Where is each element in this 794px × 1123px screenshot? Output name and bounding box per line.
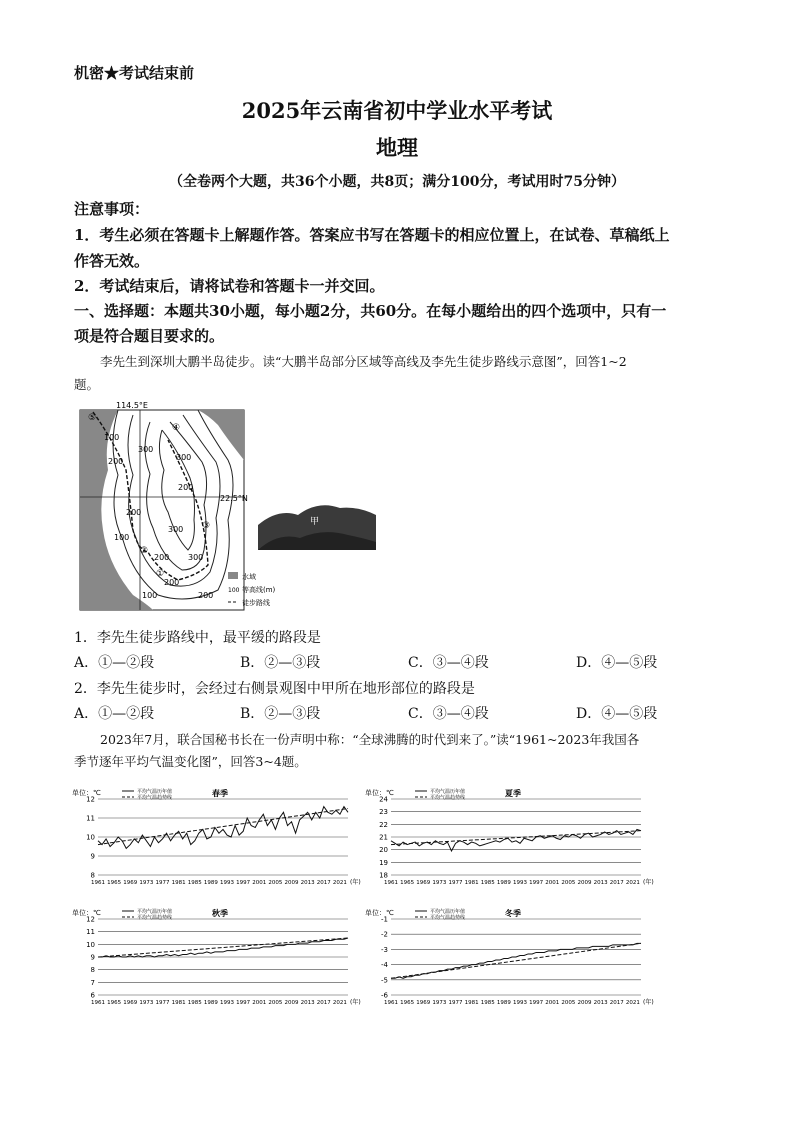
y-tick-label: 9 bbox=[90, 852, 95, 861]
point-3: ③ bbox=[202, 521, 211, 531]
legend-label: 平均气温历年值 bbox=[430, 909, 466, 915]
x-tick-label: 1981 bbox=[464, 1000, 479, 1006]
contour-label-11: 200 bbox=[164, 578, 180, 587]
contour-label-3: 300 bbox=[138, 445, 154, 454]
x-tick-label: 1977 bbox=[155, 1000, 170, 1006]
question-2-option-c[interactable]: C．③—④段 bbox=[408, 706, 489, 722]
contour-label-9: 200 bbox=[154, 553, 170, 562]
contour-label-1: 100 bbox=[104, 433, 120, 442]
y-tick-label: -4 bbox=[381, 961, 388, 970]
x-tick-label: 1989 bbox=[496, 1000, 511, 1006]
series-line-trend bbox=[391, 831, 641, 845]
x-tick-label: 2001 bbox=[545, 1000, 560, 1006]
chart-title: 春季 bbox=[212, 789, 228, 798]
x-tick-label: 2009 bbox=[577, 880, 592, 886]
x-axis-label: (年) bbox=[350, 879, 361, 886]
series-line-trend bbox=[98, 938, 348, 957]
y-tick-label: 10 bbox=[86, 940, 95, 949]
chart-title: 夏季 bbox=[505, 789, 521, 798]
x-tick-label: 1961 bbox=[384, 1000, 398, 1006]
question-2-option-a[interactable]: A．①—②段 bbox=[74, 706, 155, 722]
photo-label-jia: 甲 bbox=[310, 517, 320, 527]
series-line-trend bbox=[98, 809, 348, 845]
y-tick-label: 12 bbox=[86, 795, 95, 804]
x-tick-label: 2009 bbox=[284, 880, 299, 886]
note-item-1-line-2: 作答无效。 bbox=[74, 252, 150, 270]
unit-label: 单位：℃ bbox=[72, 909, 101, 917]
question-2-stem: 2．李先生徒步时，会经过右侧景观图中甲所在地形部位的路段是 bbox=[74, 681, 475, 697]
y-tick-label: 23 bbox=[379, 808, 388, 817]
y-tick-label: 24 bbox=[379, 795, 388, 804]
point-5: ⑤ bbox=[88, 413, 97, 423]
contour-label-7: 300 bbox=[168, 525, 184, 534]
x-tick-label: 1973 bbox=[432, 880, 447, 886]
contour-label-8: 300 bbox=[188, 553, 204, 562]
point-2: ② bbox=[140, 546, 149, 556]
x-tick-label: 1985 bbox=[187, 880, 202, 886]
legend-label: 平均气温趋势线 bbox=[430, 795, 466, 801]
autumn-chart bbox=[72, 905, 362, 1013]
x-tick-label: 1997 bbox=[529, 1000, 544, 1006]
x-tick-label: 1973 bbox=[139, 880, 154, 886]
question-1-option-a[interactable]: A．①—②段 bbox=[74, 655, 155, 671]
x-tick-label: 2001 bbox=[545, 880, 560, 886]
contour-label-10: 300 bbox=[176, 453, 192, 462]
question-1-option-b[interactable]: B．②—③段 bbox=[240, 655, 321, 671]
y-tick-label: 21 bbox=[379, 833, 388, 842]
x-tick-label: 2001 bbox=[252, 880, 267, 886]
x-tick-label: 1961 bbox=[91, 880, 105, 886]
legend-label: 平均气温趋势线 bbox=[430, 915, 466, 921]
x-tick-label: 1961 bbox=[91, 1000, 105, 1006]
y-tick-label: 11 bbox=[86, 928, 95, 937]
legend-label: 平均气温趋势线 bbox=[137, 915, 173, 921]
legend-label: 平均气温历年值 bbox=[137, 789, 173, 795]
y-tick-label: -1 bbox=[381, 915, 388, 924]
x-tick-label: 1989 bbox=[203, 880, 218, 886]
x-tick-label: 2021 bbox=[332, 1000, 347, 1006]
x-tick-label: 2005 bbox=[268, 880, 283, 886]
question-1-option-c[interactable]: C．③—④段 bbox=[408, 655, 489, 671]
passage-2-line-2: 季节逐年平均气温变化图”，回答3~4题。 bbox=[74, 754, 307, 769]
x-tick-label: 2013 bbox=[593, 1000, 608, 1006]
contour-label-12: 100 bbox=[142, 591, 158, 600]
x-tick-label: 1969 bbox=[123, 880, 138, 886]
confidential-label: 机密★考试结束前 bbox=[74, 64, 195, 82]
point-4: ④ bbox=[172, 423, 181, 433]
x-tick-label: 1969 bbox=[416, 1000, 431, 1006]
passage-1-line-1: 李先生到深圳大鹏半岛徒步。读“大鹏半岛部分区域等高线及李先生徒步路线示意图”，回答1~2 bbox=[100, 354, 627, 369]
question-1-stem: 1．李先生徒步路线中，最平缓的路段是 bbox=[74, 630, 321, 646]
y-tick-label: 22 bbox=[379, 820, 388, 829]
chart-title: 秋季 bbox=[212, 909, 228, 918]
y-tick-label: 20 bbox=[379, 846, 388, 855]
x-axis-label: (年) bbox=[350, 999, 361, 1006]
section-1-line-1: 一、选择题：本题共30小题，每小题2分，共60分。在每小题给出的四个选项中，只有一 bbox=[74, 302, 667, 320]
y-tick-label: 19 bbox=[379, 858, 388, 867]
y-tick-label: 18 bbox=[379, 871, 388, 880]
x-tick-label: 1965 bbox=[400, 1000, 415, 1006]
winter-chart bbox=[365, 905, 655, 1013]
x-tick-label: 1981 bbox=[171, 1000, 186, 1006]
contour-label-6: 200 bbox=[126, 508, 142, 517]
section-1-line-2: 项是符合题目要求的。 bbox=[74, 327, 225, 345]
x-tick-label: 1993 bbox=[513, 1000, 528, 1006]
unit-label: 单位：℃ bbox=[365, 909, 394, 917]
x-tick-label: 2005 bbox=[561, 880, 576, 886]
y-tick-label: 6 bbox=[90, 991, 95, 1000]
x-tick-label: 2021 bbox=[625, 1000, 640, 1006]
unit-label: 单位：℃ bbox=[72, 789, 101, 797]
x-tick-label: 1981 bbox=[171, 880, 186, 886]
x-tick-label: 1989 bbox=[203, 1000, 218, 1006]
x-tick-label: 1993 bbox=[220, 1000, 235, 1006]
x-tick-label: 1981 bbox=[464, 880, 479, 886]
question-2-option-b[interactable]: B．②—③段 bbox=[240, 706, 321, 722]
exam-subject: 地理 bbox=[376, 135, 418, 160]
x-tick-label: 1969 bbox=[416, 880, 431, 886]
y-tick-label: 8 bbox=[90, 871, 95, 880]
legend-contour-value: 100 bbox=[228, 587, 240, 594]
chart-title: 冬季 bbox=[505, 909, 521, 918]
note-item-1-line-1: 1．考生必须在答题卡上解题作答。答案应书写在答题卡的相应位置上，在试卷、草稿纸上 bbox=[74, 226, 670, 244]
y-tick-label: -5 bbox=[381, 976, 388, 985]
contour-label-13: 200 bbox=[198, 591, 214, 600]
x-tick-label: 2013 bbox=[593, 880, 608, 886]
contour-label-5: 100 bbox=[114, 533, 130, 542]
x-tick-label: 1969 bbox=[123, 1000, 138, 1006]
x-tick-label: 1977 bbox=[448, 1000, 463, 1006]
x-tick-label: 1985 bbox=[480, 1000, 495, 1006]
y-tick-label: 10 bbox=[86, 833, 95, 842]
x-tick-label: 1989 bbox=[496, 880, 511, 886]
contour-label-2: 200 bbox=[108, 457, 124, 466]
x-tick-label: 2017 bbox=[316, 880, 331, 886]
legend-label: 平均气温历年值 bbox=[137, 909, 173, 915]
exam-info: （全卷两个大题，共36个小题，共8页；满分100分，考试用时75分钟） bbox=[169, 174, 625, 190]
x-tick-label: 2017 bbox=[316, 1000, 331, 1006]
latitude-label: 22.5°N bbox=[220, 494, 248, 503]
legend-water-swatch bbox=[228, 572, 238, 579]
x-tick-label: 1977 bbox=[448, 880, 463, 886]
unit-label: 单位：℃ bbox=[365, 789, 394, 797]
passage-2-line-1: 2023年7月，联合国秘书长在一份声明中称：“全球沸腾的时代到来了。”读“1961~2023年我国各 bbox=[100, 732, 640, 747]
x-tick-label: 1985 bbox=[187, 1000, 202, 1006]
passage-1-line-2: 题。 bbox=[74, 377, 100, 392]
legend-route-label: 徒步路线 bbox=[242, 599, 270, 607]
series-line-trend bbox=[391, 943, 641, 978]
contour-map bbox=[78, 400, 378, 618]
x-tick-label: 1997 bbox=[236, 880, 251, 886]
x-axis-label: (年) bbox=[643, 999, 654, 1006]
x-tick-label: 1973 bbox=[139, 1000, 154, 1006]
contour-label-4: 200 bbox=[178, 483, 194, 492]
x-tick-label: 1973 bbox=[432, 1000, 447, 1006]
x-tick-label: 1965 bbox=[107, 880, 122, 886]
series-line-annual bbox=[98, 807, 348, 849]
legend-water-label: 水域 bbox=[242, 573, 256, 581]
x-tick-label: 1977 bbox=[155, 880, 170, 886]
x-tick-label: 1965 bbox=[107, 1000, 122, 1006]
x-tick-label: 2009 bbox=[577, 1000, 592, 1006]
y-tick-label: -2 bbox=[381, 930, 388, 939]
x-tick-label: 2005 bbox=[561, 1000, 576, 1006]
notes-heading: 注意事项： bbox=[74, 200, 150, 218]
x-tick-label: 2013 bbox=[300, 880, 315, 886]
legend-label: 平均气温趋势线 bbox=[137, 795, 173, 801]
x-tick-label: 1961 bbox=[384, 880, 398, 886]
spring-chart bbox=[72, 785, 362, 893]
y-tick-label: 9 bbox=[90, 953, 95, 962]
x-tick-label: 2001 bbox=[252, 1000, 267, 1006]
x-tick-label: 1997 bbox=[529, 880, 544, 886]
x-tick-label: 2021 bbox=[625, 880, 640, 886]
x-axis-label: (年) bbox=[643, 879, 654, 886]
summer-chart bbox=[365, 785, 655, 893]
exam-title: 2025年云南省初中学业水平考试 bbox=[241, 98, 553, 123]
x-tick-label: 2009 bbox=[284, 1000, 299, 1006]
y-tick-label: -6 bbox=[381, 991, 388, 1000]
x-tick-label: 2017 bbox=[609, 880, 624, 886]
x-tick-label: 1965 bbox=[400, 880, 415, 886]
x-tick-label: 1997 bbox=[236, 1000, 251, 1006]
x-tick-label: 2013 bbox=[300, 1000, 315, 1006]
x-tick-label: 1993 bbox=[513, 880, 528, 886]
longitude-label: 114.5°E bbox=[116, 401, 148, 410]
x-tick-label: 2005 bbox=[268, 1000, 283, 1006]
y-tick-label: 8 bbox=[90, 966, 95, 975]
x-tick-label: 2021 bbox=[332, 880, 347, 886]
x-tick-label: 1993 bbox=[220, 880, 235, 886]
legend-contour-label: 等高线(m) bbox=[242, 586, 276, 594]
y-tick-label: 12 bbox=[86, 915, 95, 924]
y-tick-label: 11 bbox=[86, 814, 95, 823]
legend-label: 平均气温历年值 bbox=[430, 789, 466, 795]
question-2-option-d[interactable]: D．④—⑤段 bbox=[576, 706, 658, 722]
question-1-option-d[interactable]: D．④—⑤段 bbox=[576, 655, 658, 671]
x-tick-label: 1985 bbox=[480, 880, 495, 886]
y-tick-label: -3 bbox=[381, 945, 388, 954]
x-tick-label: 2017 bbox=[609, 1000, 624, 1006]
point-1: ① bbox=[156, 569, 165, 579]
note-item-2: 2．考试结束后，请将试卷和答题卡一并交回。 bbox=[74, 277, 385, 295]
y-tick-label: 7 bbox=[90, 978, 95, 987]
